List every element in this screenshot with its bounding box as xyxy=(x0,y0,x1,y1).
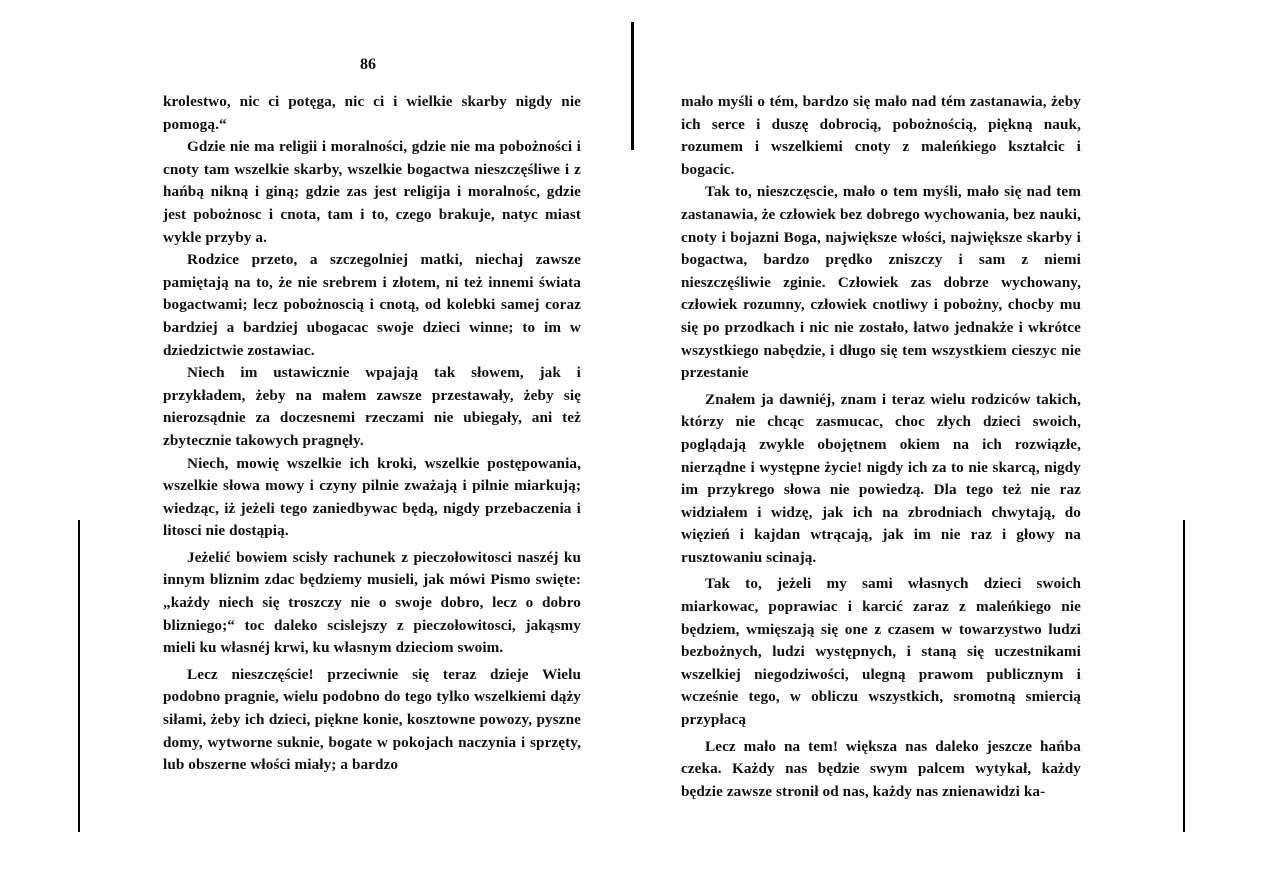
paragraph: mało myśli o tém, bardzo się mało nad tém zastanawia, żeby ich serce i duszę dobrocią, pobożnością, piękną nauk, rozumem i wszelkiemi cnoty z maleńkiego kształcic i bogacic. xyxy=(681,93,1081,178)
center-divider xyxy=(631,22,634,150)
paragraph: krolestwo, nic ci potęga, nic ci i wielkie skarby nigdy nie pomogą.“ xyxy=(163,93,581,133)
paragraph: Tak to, nieszczęscie, mało o tem myśli, mało się nad tem zastanawia, że człowiek bez dobrego wychowania, bez nauki, cnoty i bojazni Boga, największe włości, największe skarby i bogactwa, bardzo prędko zniszczy i sam z niemi nieszczęśliwie zginie. Człowiek zas dobrze wychowany, człowiek rozumny, człowiek cnotliwy i pobożny, chocby mu się po przodkach i nic nie zostało, łatwo jednakże i wkrótce wszystkiego nabędzie, i długo się tem wszystkiem cieszyc nie przestanie xyxy=(681,183,1081,382)
paragraph: Niech, mowię wszelkie ich kroki, wszelkie postępowania, wszelkie słowa mowy i czyny pilnie zważają i pilnie miarkują; wiedząc, iż jeżeli tego zaniedbywac będą, nigdy przebaczenia i litosci nie dostąpią. xyxy=(163,454,581,540)
paragraph: Rodzice przeto, a szczegolniej matki, niechaj zawsze pamiętają na to, że nie srebrem i złotem, ni też innemi świata bogactwami; lecz pobożnoscią i cnotą, od kolebki samej coraz bardziej a bardziej ubogacac swoje dzieci winne; to im w dziedzictwie zostawiac. xyxy=(163,251,581,359)
left-page xyxy=(0,0,631,893)
paragraph: Gdzie nie ma religii i moralności, gdzie nie ma pobożności i cnoty tam wszelkie skarby, wszelkie bogactwa nieszczęśliwe i z hańbą nikną i giną; gdzie zas jest religija i moralnośc, gdzie jest pobożnosc i cnota, tam i to, czego brakuje, natyc miast wykle przyby a. xyxy=(163,138,581,246)
right-margin-rule xyxy=(1183,520,1185,832)
paragraph: Jeżelić bowiem scisły rachunek z pieczołowitosci naszéj ku innym bliznim zdac będziemy musieli, jak mówi Pismo swięte: „każdy niech się troszczy nie o swoje dobro, lecz o dobro blizniego;“ toc daleko scislejszy z pieczołowitosci, jakąsmy mieli ku własnéj krwi, ku własnym dzieciom swoim. xyxy=(163,548,581,657)
left-margin-rule xyxy=(78,520,80,832)
paragraph: Znałem ja dawniéj, znam i teraz wielu rodziców takich, którzy nie chcąc zasmucac, choc złych dzieci swoich, poglądają zwykle obojętnem okiem na ich rozwiązłe, nierządne i występne życie! nigdy ich za to nie skarcą, nigdy im przykrego słowa nie powiedzą. Dla tego też nie raz widziałem i widzę, jak ich na zbrodniach chwytają, do więzień i kajdan wtrącają, jak im nie raz i głowy na rusztowaniu scinają. xyxy=(681,390,1081,566)
left-page-text xyxy=(163,91,581,777)
paragraph: Lecz mało na tem! większa nas daleko jeszcze hańba czeka. Każdy nas będzie swym palcem wytykał, każdy będzie zawsze stronił od nas, każdy nas znienawidzi ka- xyxy=(681,737,1081,800)
paragraph: Niech im ustawicznie wpajają tak słowem, jak i przykładem, żeby na małem zawsze przestawały, żeby się nierozsądnie za doczesnemi rzeczami nie ubiegały, ani też zbytecznie takowych pragnęły. xyxy=(163,364,581,449)
paragraph: Tak to, jeżeli my sami własnych dzieci swoich miarkowac, poprawiac i karcić zaraz z maleńkiego nie będziem, wmięszają się one z czasem w towarzystwo ludzi bezbożnych, ludzi występnych, i staną się uczestnikami wszelkiej niegodziwości, ulegną prawom publicznym i wcześnie tego, w obliczu wszystkich, sromotną smiercią przypłacą xyxy=(681,575,1081,729)
page-number: 86 xyxy=(360,56,376,73)
right-page-text xyxy=(681,91,1081,803)
paragraph: Lecz nieszczęście! przeciwnie się teraz dzieje Wielu podobno pragnie, wielu podobno do tego tylko wszelkiemi dąży siłami, żeby ich dzieci, piękne konie, kosztowne powozy, pyszne domy, wytworne suknie, bogate w pokojach naczynia i sprzęty, lub obszerne włości miały; a bardzo xyxy=(163,665,581,774)
